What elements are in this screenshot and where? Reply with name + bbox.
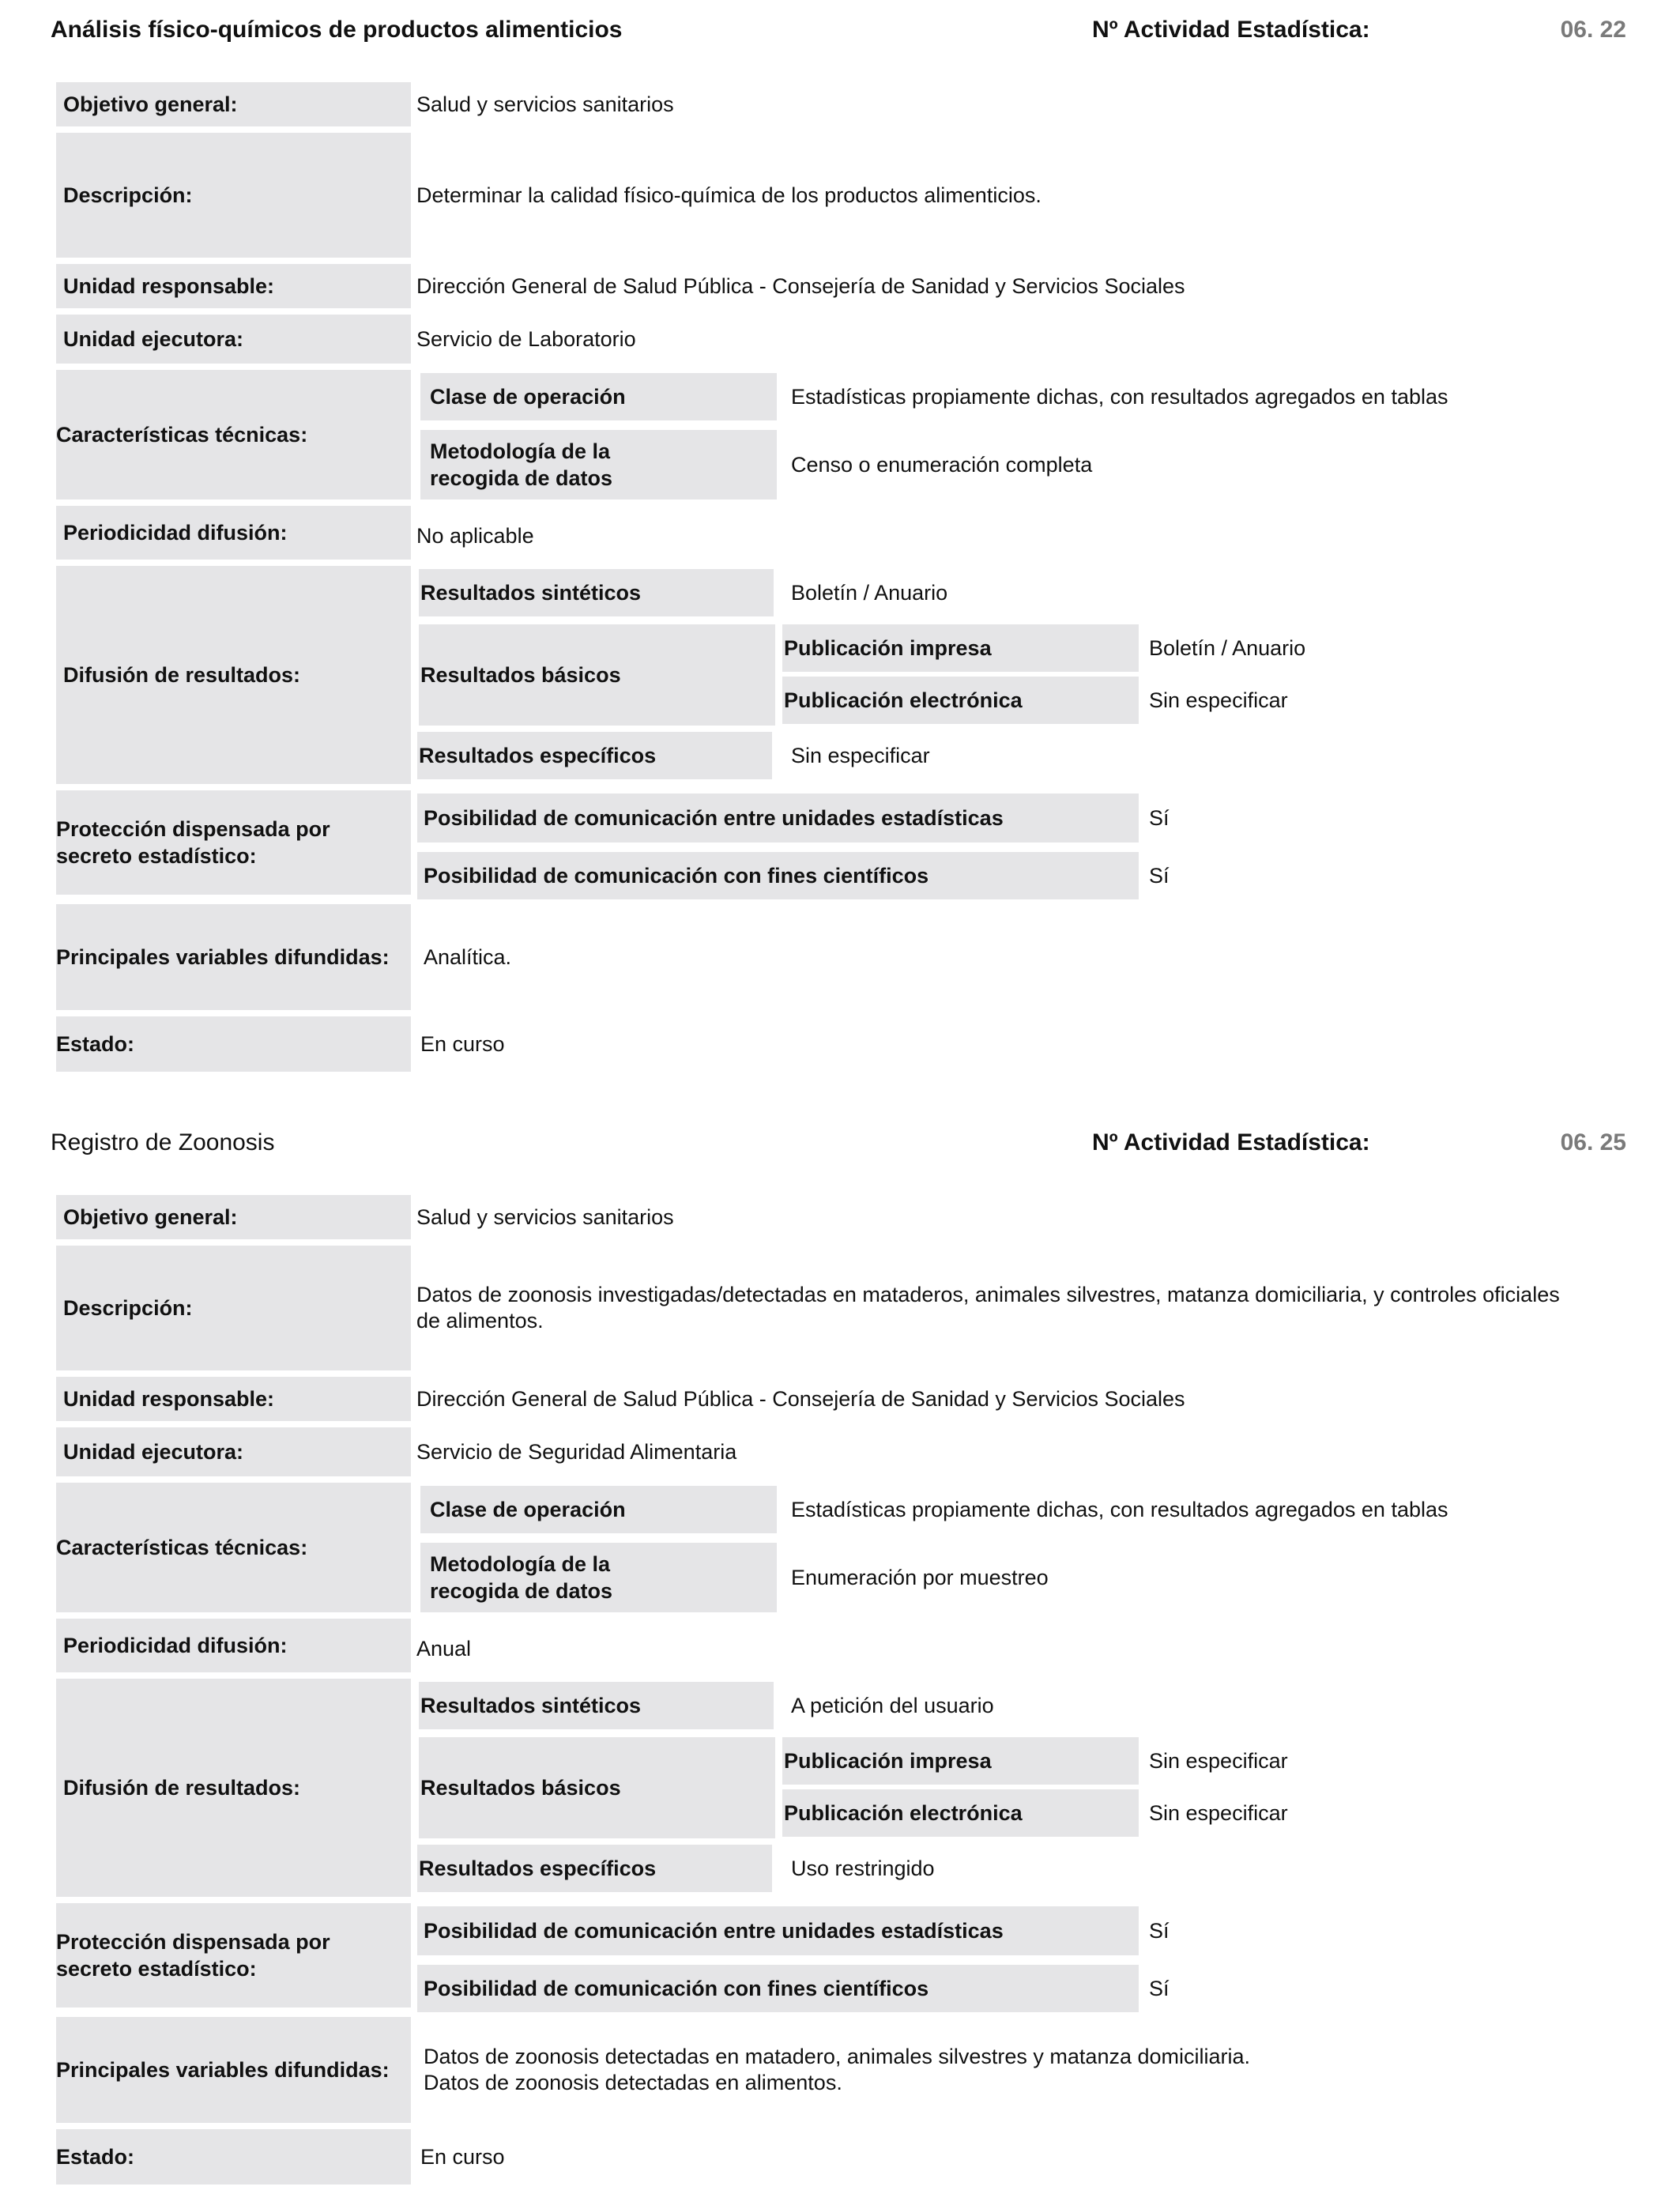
difusion-label: Difusión de resultados: <box>56 566 411 784</box>
publicacion-impresa-label: Publicación impresa <box>782 624 1139 672</box>
objetivo-label: Objetivo general: <box>56 1195 411 1239</box>
comunicacion-cientificos-label: Posibilidad de comunicación con fines científicos <box>417 852 1139 899</box>
periodicidad-label: Periodicidad difusión: <box>56 506 411 560</box>
unidad-responsable-value: Dirección General de Salud Pública - Consejería de Sanidad y Servicios Sociales <box>416 273 1185 298</box>
publicacion-impresa-value: Boletín / Anuario <box>1149 635 1306 660</box>
resultados-sinteticos-label: Resultados sintéticos <box>419 1682 774 1729</box>
periodicidad-value: Anual <box>416 1636 472 1661</box>
comunicacion-unidades-value: Sí <box>1149 1918 1170 1943</box>
record-title: Registro de Zoonosis <box>51 1129 275 1155</box>
activity-number: 06. 22 <box>1560 17 1626 43</box>
clase-operacion-label: Clase de operación <box>420 1486 777 1533</box>
descripcion-value: Determinar la calidad físico-química de los productos alimenticios. <box>416 183 1042 207</box>
clase-operacion-value: Estadísticas propiamente dichas, con resultados agregados en tablas <box>791 1497 1448 1521</box>
resultados-sinteticos-value: Boletín / Anuario <box>791 580 948 605</box>
variables-value: Analítica. <box>424 944 512 969</box>
unidad-responsable-label: Unidad responsable: <box>56 264 411 308</box>
variables-value: Datos de zoonosis detectadas en matadero, animales silvestres y matanza domiciliaria. Datos de zoonosis detectadas en alimentos. <box>424 2045 1251 2094</box>
publicacion-electronica-label: Publicación electrónica <box>782 1789 1139 1837</box>
descripcion-label: Descripción: <box>56 133 411 258</box>
estado-value: En curso <box>420 1031 505 1056</box>
difusion-label: Difusión de resultados: <box>56 1679 411 1897</box>
resultados-especificos-label: Resultados específicos <box>417 732 772 779</box>
record-title: Análisis físico-químicos de productos alimenticios <box>51 17 623 43</box>
comunicacion-cientificos-value: Sí <box>1149 1976 1170 2000</box>
unidad-ejecutora-label: Unidad ejecutora: <box>56 1427 411 1476</box>
estado-label: Estado: <box>56 1016 411 1072</box>
publicacion-impresa-value: Sin especificar <box>1149 1748 1288 1773</box>
clase-operacion-value: Estadísticas propiamente dichas, con resultados agregados en tablas <box>791 384 1448 409</box>
publicacion-impresa-label: Publicación impresa <box>782 1737 1139 1785</box>
resultados-sinteticos-label: Resultados sintéticos <box>419 569 774 616</box>
unidad-ejecutora-label: Unidad ejecutora: <box>56 315 411 364</box>
resultados-especificos-value: Sin especificar <box>791 743 930 767</box>
resultados-sinteticos-value: A petición del usuario <box>791 1693 994 1717</box>
metodologia-label: Metodología de la recogida de datos <box>420 430 777 499</box>
estado-value: En curso <box>420 2144 505 2169</box>
unidad-ejecutora-value: Servicio de Seguridad Alimentaria <box>416 1439 737 1464</box>
comunicacion-unidades-value: Sí <box>1149 805 1170 830</box>
comunicacion-cientificos-value: Sí <box>1149 863 1170 888</box>
objetivo-value: Salud y servicios sanitarios <box>416 1204 674 1229</box>
publicacion-electronica-value: Sin especificar <box>1149 1800 1288 1825</box>
periodicidad-label: Periodicidad difusión: <box>56 1619 411 1672</box>
periodicidad-value: No aplicable <box>416 523 534 548</box>
unidad-ejecutora-value: Servicio de Laboratorio <box>416 326 636 351</box>
activity-number: 06. 25 <box>1560 1129 1626 1155</box>
activity-number-label: Nº Actividad Estadística: <box>1092 1129 1370 1155</box>
metodologia-label: Metodología de la recogida de datos <box>420 1543 777 1612</box>
resultados-basicos-label: Resultados básicos <box>419 1737 775 1838</box>
comunicacion-unidades-label: Posibilidad de comunicación entre unidades estadísticas <box>417 1906 1139 1955</box>
caracteristicas-label: Características técnicas: <box>56 370 411 499</box>
descripcion-value: Datos de zoonosis investigadas/detectadas en mataderos, animales silvestres, matanza domiciliaria, y controles oficiales de alimentos. <box>416 1283 1560 1333</box>
descripcion-label: Descripción: <box>56 1246 411 1370</box>
objetivo-label: Objetivo general: <box>56 82 411 126</box>
proteccion-label: Protección dispensada por secreto estadístico: <box>56 790 411 895</box>
variables-label: Principales variables difundidas: <box>56 2017 411 2123</box>
unidad-responsable-label: Unidad responsable: <box>56 1377 411 1421</box>
objetivo-value: Salud y servicios sanitarios <box>416 92 674 116</box>
comunicacion-unidades-label: Posibilidad de comunicación entre unidades estadísticas <box>417 794 1139 843</box>
publicacion-electronica-label: Publicación electrónica <box>782 677 1139 724</box>
comunicacion-cientificos-label: Posibilidad de comunicación con fines científicos <box>417 1965 1139 2012</box>
metodologia-value: Censo o enumeración completa <box>791 452 1093 477</box>
resultados-especificos-label: Resultados específicos <box>417 1845 772 1892</box>
caracteristicas-label: Características técnicas: <box>56 1483 411 1612</box>
estado-label: Estado: <box>56 2129 411 2185</box>
activity-number-label: Nº Actividad Estadística: <box>1092 17 1370 43</box>
metodologia-value: Enumeración por muestreo <box>791 1565 1049 1589</box>
proteccion-label: Protección dispensada por secreto estadístico: <box>56 1903 411 2007</box>
clase-operacion-label: Clase de operación <box>420 373 777 420</box>
variables-label: Principales variables difundidas: <box>56 904 411 1010</box>
publicacion-electronica-value: Sin especificar <box>1149 688 1288 712</box>
resultados-basicos-label: Resultados básicos <box>419 624 775 726</box>
resultados-especificos-value: Uso restringido <box>791 1856 935 1880</box>
unidad-responsable-value: Dirección General de Salud Pública - Consejería de Sanidad y Servicios Sociales <box>416 1386 1185 1411</box>
